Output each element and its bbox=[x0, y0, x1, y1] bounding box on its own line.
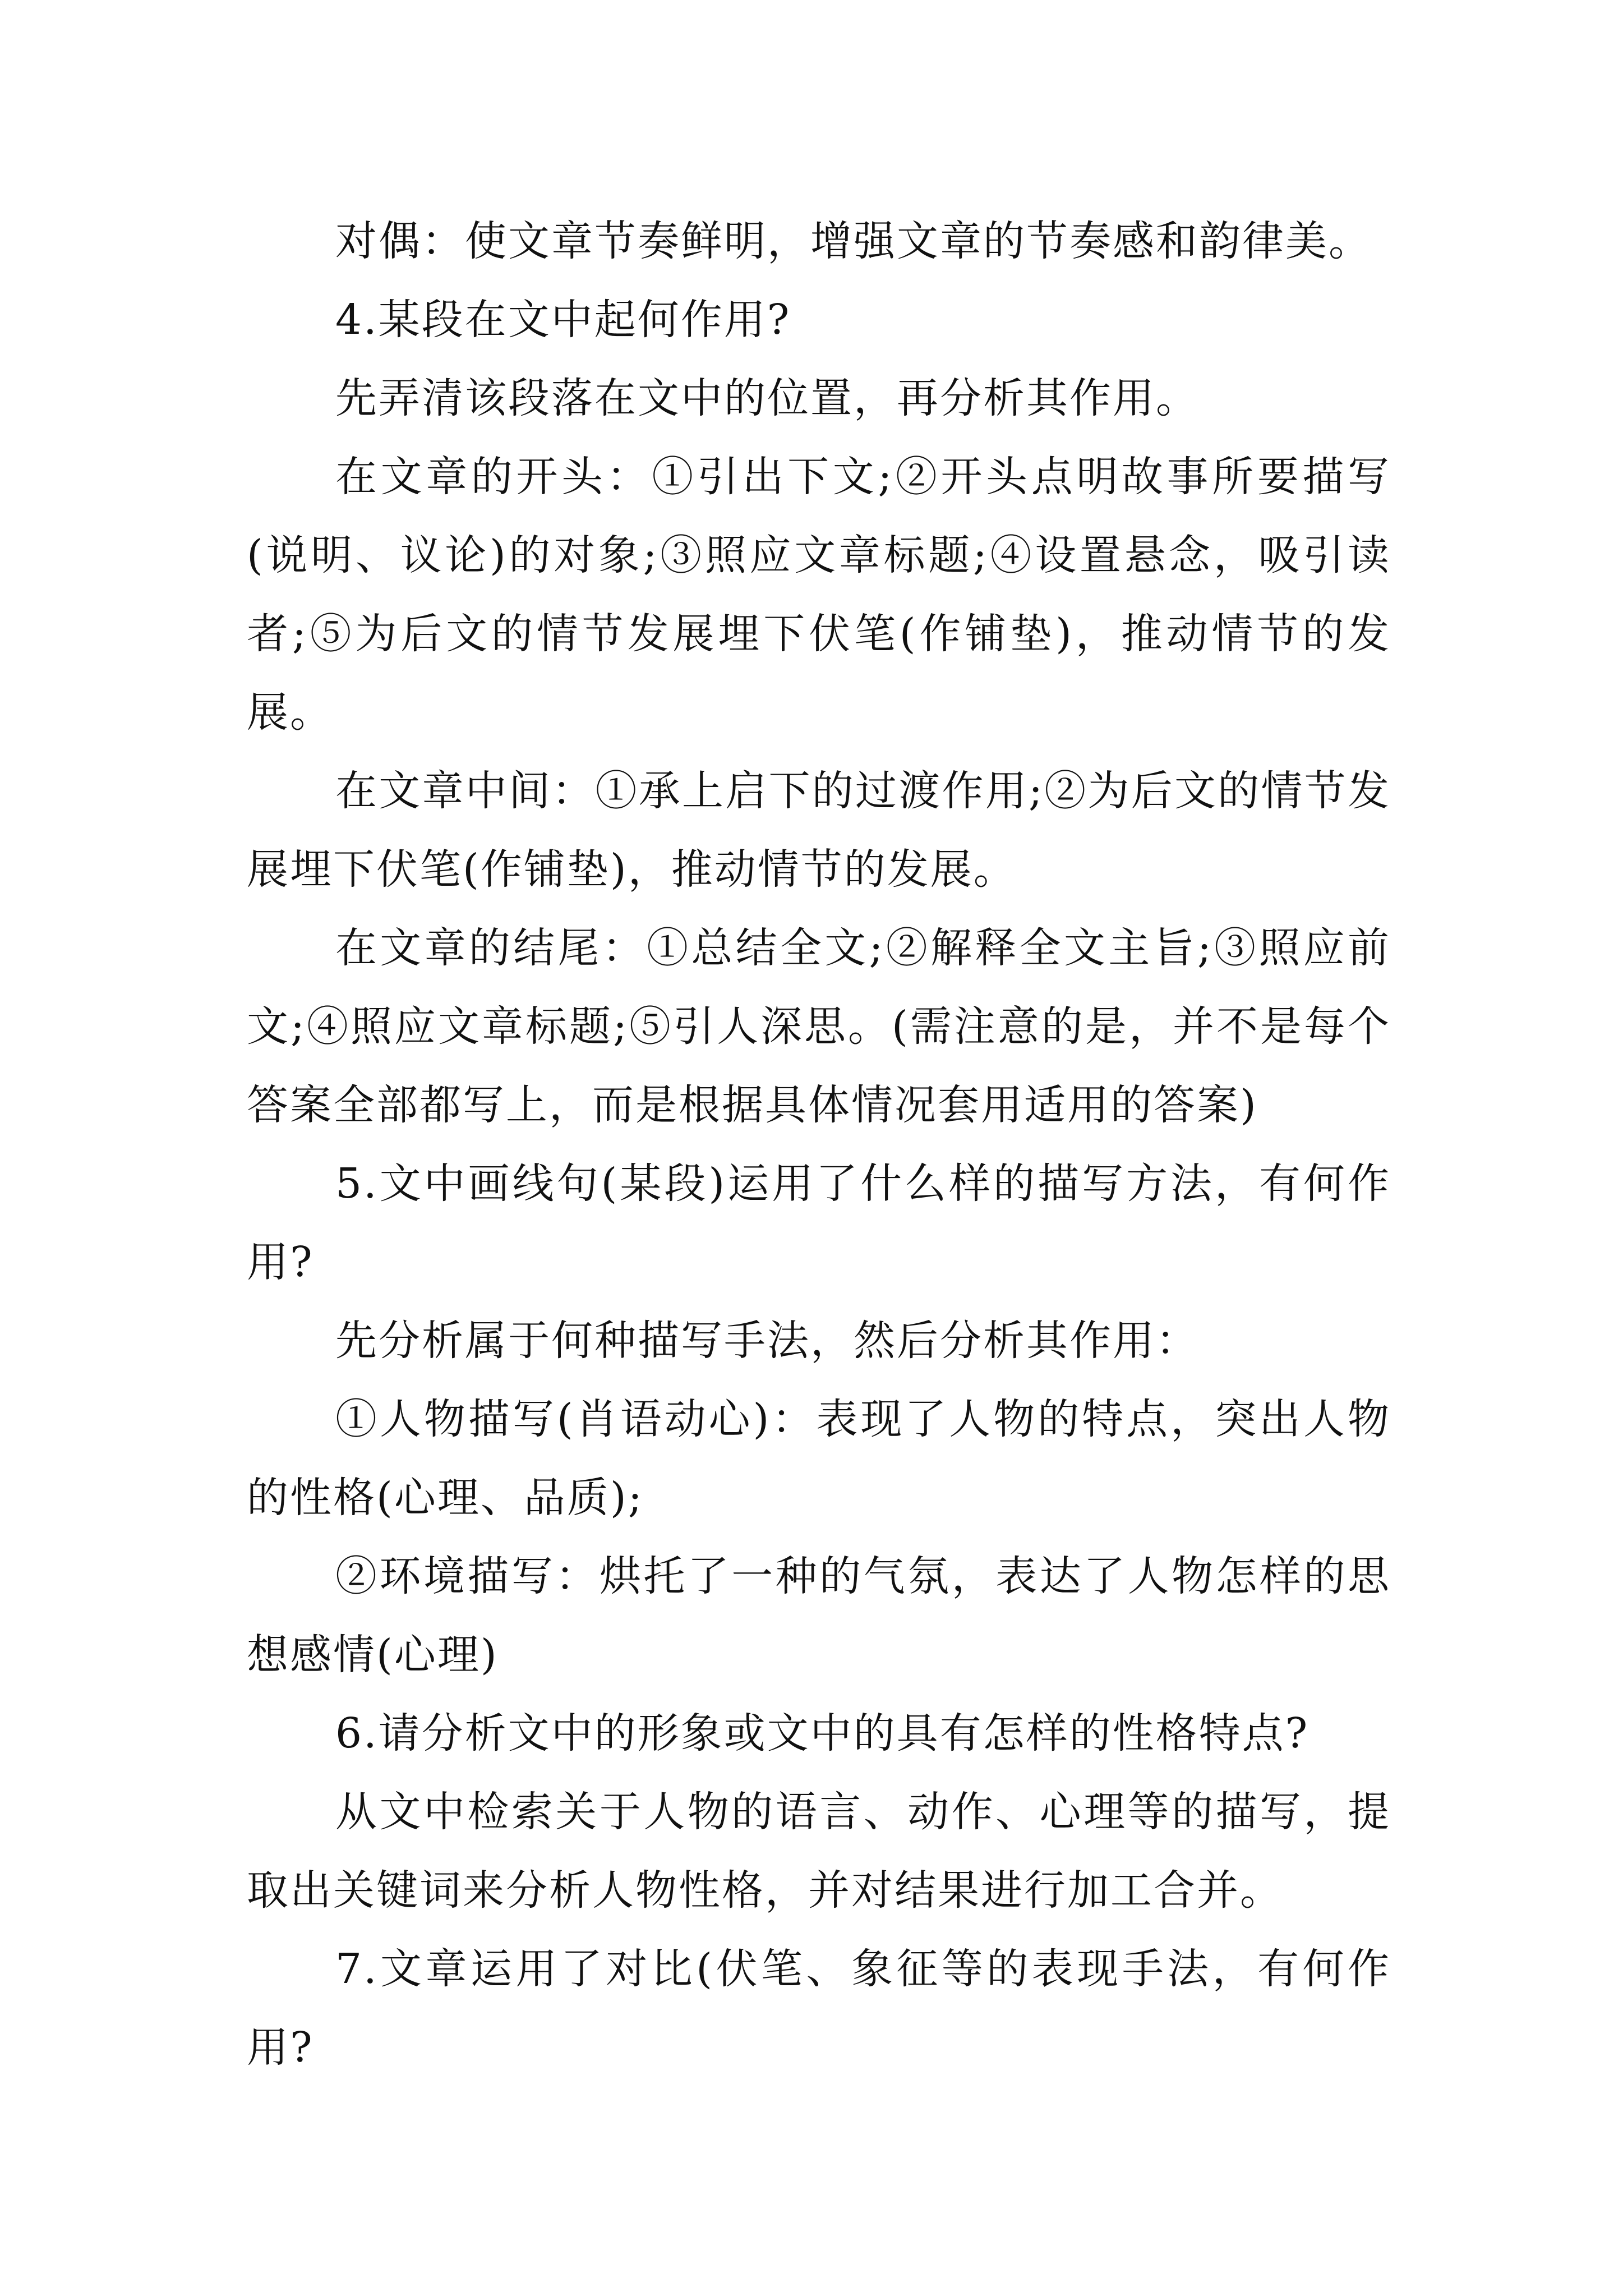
paragraph-q6-answer: 从文中检索关于人物的语言、动作、心理等的描写，提取出关键词来分析人物性格，并对结果进行加工合并。 bbox=[247, 1788, 1391, 1915]
question-6: 6.请分析文中的形象或文中的具有怎样的性格特点? bbox=[335, 1709, 1310, 1757]
body-text bbox=[247, 202, 1391, 2087]
paragraph-opening: 在文章的开头：①引出下文;②开头点明故事所要描写(说明、议论)的对象;③照应文章标题;④设置悬念，吸引读者;⑤为后文的情节发展埋下伏笔(作铺垫)，推动情节的发展。 bbox=[247, 453, 1391, 737]
question-4: 4.某段在文中起何作用? bbox=[335, 296, 791, 344]
paragraph-q5-intro: 先分析属于何种描写手法，然后分析其作用： bbox=[335, 1317, 1199, 1365]
paragraph-ending: 在文章的结尾：①总结全文;②解释全文主旨;③照应前文;④照应文章标题;⑤引人深思。(需注意的是，并不是每个答案全部都写上，而是根据具体情况套用适用的答案) bbox=[247, 924, 1391, 1129]
question-7: 7.文章运用了对比(伏笔、象征等的表现手法，有何作用? bbox=[247, 1945, 1391, 2072]
paragraph-middle: 在文章中间：①承上启下的过渡作用;②为后文的情节发展埋下伏笔(作铺垫)，推动情节的发展。 bbox=[247, 767, 1391, 894]
paragraph-duiou: 对偶：使文章节奏鲜明，增强文章的节奏感和韵律美。 bbox=[335, 217, 1372, 265]
question-5: 5.文中画线句(某段)运用了什么样的描写方法，有何作用? bbox=[247, 1159, 1391, 1286]
paragraph-environment-description: ②环境描写：烘托了一种的气氛，表达了人物怎样的思想感情(心理) bbox=[247, 1552, 1391, 1679]
paragraph-character-description: ①人物描写(肖语动心)：表现了人物的特点，突出人物的性格(心理、品质); bbox=[247, 1395, 1391, 1522]
paragraph-q4-intro: 先弄清该段落在文中的位置，再分析其作用。 bbox=[335, 374, 1199, 422]
